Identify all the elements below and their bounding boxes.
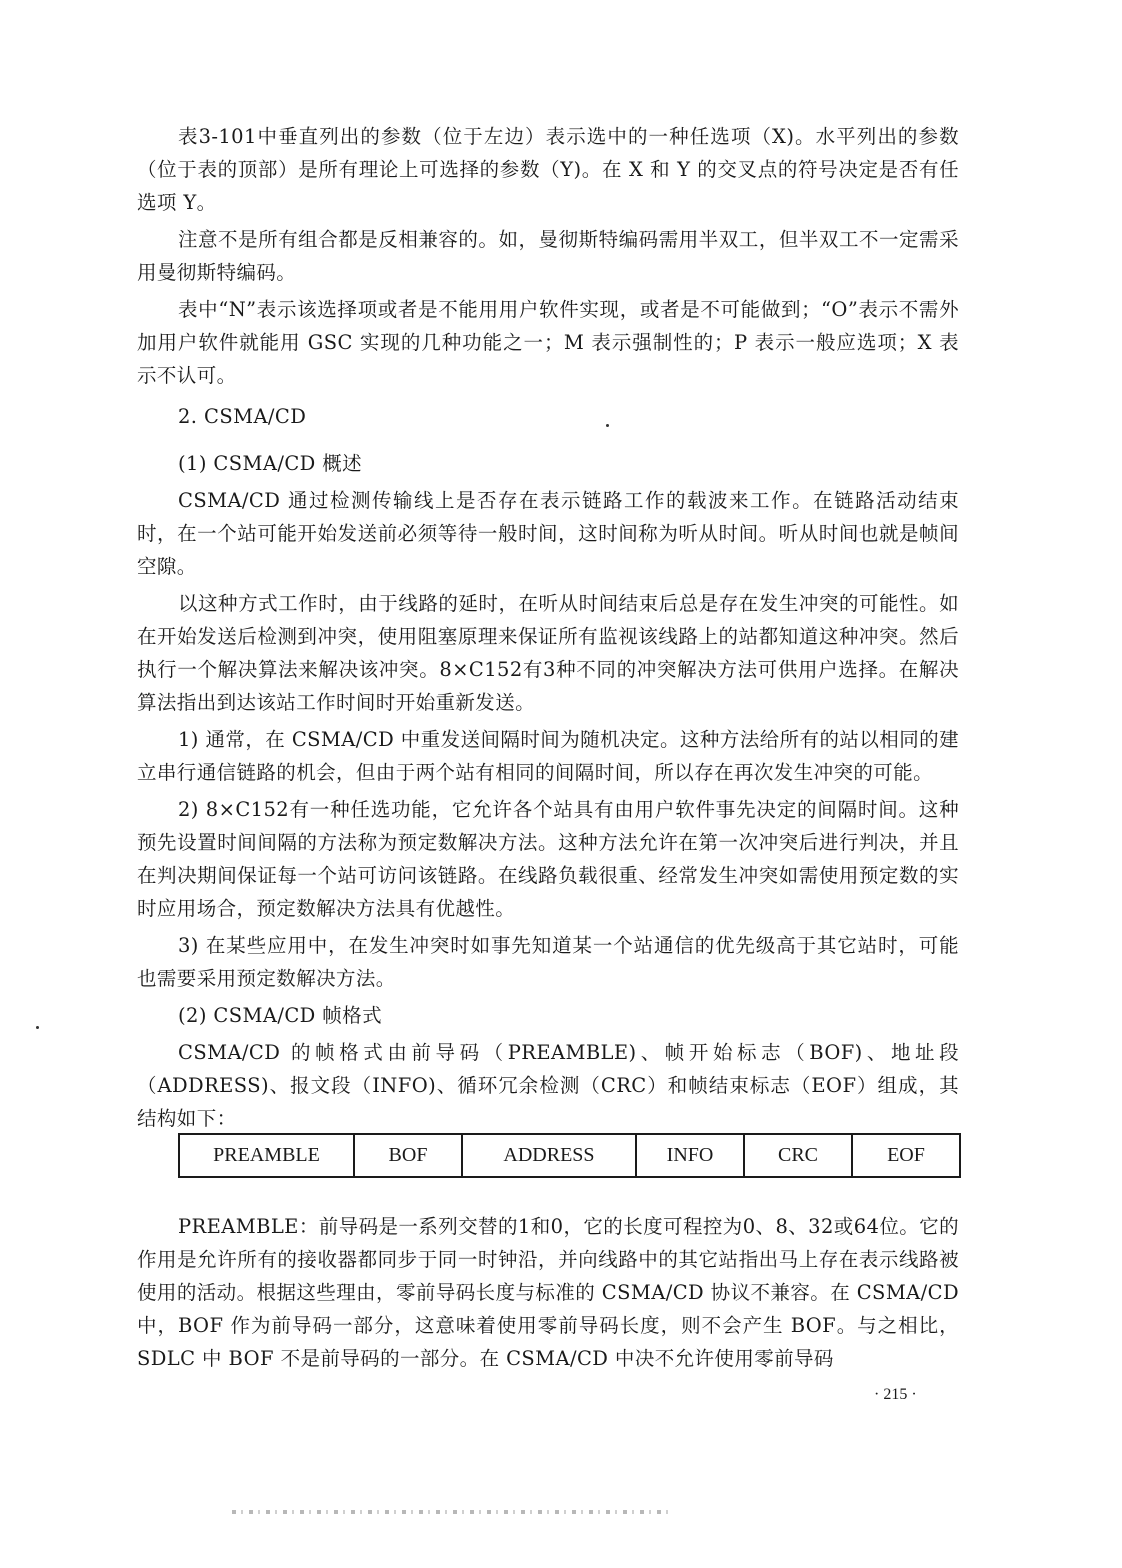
paragraph-item-2: 2) 8×C152有一种任选功能，它允许各个站具有由用户软件事先决定的间隔时间。这种预先设置时间间隔的方法称为预定数解决方法。这种方法允许在第一次冲突后进行判决，并且在判决期间保证每一个站可访问该链路。在线路负载很重、经常发生冲突如需使用预定数的实时应用场合，预定数解决方法具有优越性。 <box>137 798 959 920</box>
paragraph-table-parameters: 表3-101中垂直列出的参数（位于左边）表示选中的一种任选项（X)。水平列出的参数（位于表的顶部）是所有理论上可选择的参数（Y)。在 X 和 Y 的交叉点的符号决定是否有任选项 Y。 <box>137 125 959 214</box>
frame-field-address: ADDRESS <box>462 1134 636 1177</box>
paragraph-carrier-detect: CSMA/CD 通过检测传输线上是否存在表示链路工作的载波来工作。在链路活动结束时，在一个站可能开始发送前必须等待一般时间，这时间称为听从时间。听从时间也就是帧间空隙。 <box>137 489 959 578</box>
table-row <box>179 1134 960 1177</box>
frame-field-crc: CRC <box>744 1134 852 1177</box>
paragraph-compatibility-note: 注意不是所有组合都是反相兼容的。如，曼彻斯特编码需用半双工，但半双工不一定需采用曼彻斯特编码。 <box>137 228 959 284</box>
frame-field-preamble: PREAMBLE <box>179 1134 354 1177</box>
subsection-heading-overview: (1) CSMA/CD 概述 <box>178 452 363 475</box>
paragraph-symbol-legend: 表中“N”表示该选择项或者是不能用用户软件实现，或者是不可能做到；“O”表示不需外加用户软件就能用 GSC 实现的几种功能之一；M 表示强制性的；P 表示一般应选项；X 表示不认可。 <box>137 298 959 387</box>
section-heading-csma-cd: 2. CSMA/CD <box>178 405 307 428</box>
frame-field-eof: EOF <box>852 1134 960 1177</box>
paragraph-item-1: 1) 通常，在 CSMA/CD 中重发送间隔时间为随机决定。这种方法给所有的站以相同的建立串行通信链路的机会，但由于两个站有相同的间隔时间，所以存在再次发生冲突的可能。 <box>137 728 959 784</box>
page-number: · 215 · <box>874 1386 917 1403</box>
paragraph-preamble: PREAMBLE：前导码是一系列交替的1和0，它的长度可程控为0、8、32或64位。它的作用是允许所有的接收器都同步于同一时钟沿，并向线路中的其它站指出马上存在表示线路被使用的活动。根据这些理由，零前导码长度与标准的 CSMA/CD 协议不兼容。在 CSMA/CD 中，BOF 作为前导码一部分，这意味着使用零前导码长度，则不会产生 BOF。与之相比，SDLC 中 BOF 不是前导码的一部分。在 CSMA/CD 中决不允许使用零前导码 <box>137 1215 959 1370</box>
paragraph-collision: 以这种方式工作时，由于线路的延时，在听从时间结束后总是存在发生冲突的可能性。如在开始发送后检测到冲突，使用阻塞原理来保证所有监视该线路上的站都知道这种冲突。然后执行一个解决算法来解决该冲突。8×C152有3种不同的冲突解决方法可供用户选择。在解决算法指出到达该站工作时间时开始重新发送。 <box>137 592 959 714</box>
lower-text <box>137 1210 959 1379</box>
scan-noise <box>232 1510 672 1514</box>
frame-field-info: INFO <box>636 1134 744 1177</box>
scan-speck <box>36 1026 39 1029</box>
paragraph-item-3: 3) 在某些应用中，在发生冲突时如事先知道某一个站通信的优先级高于其它站时，可能也需要采用预定数解决方法。 <box>137 934 959 990</box>
frame-field-bof: BOF <box>354 1134 462 1177</box>
paragraph-frame-format: CSMA/CD 的帧格式由前导码（PREAMBLE)、帧开始标志（BOF)、地址段（ADDRESS)、报文段（INFO)、循环冗余检测（CRC）和帧结束标志（EOF）组成，其结构如下： <box>137 1041 959 1130</box>
main-text <box>137 120 959 1139</box>
subsection-heading-frame-format: (2) CSMA/CD 帧格式 <box>178 1004 382 1027</box>
scan-speck <box>606 424 609 427</box>
frame-format-table <box>178 1133 961 1178</box>
